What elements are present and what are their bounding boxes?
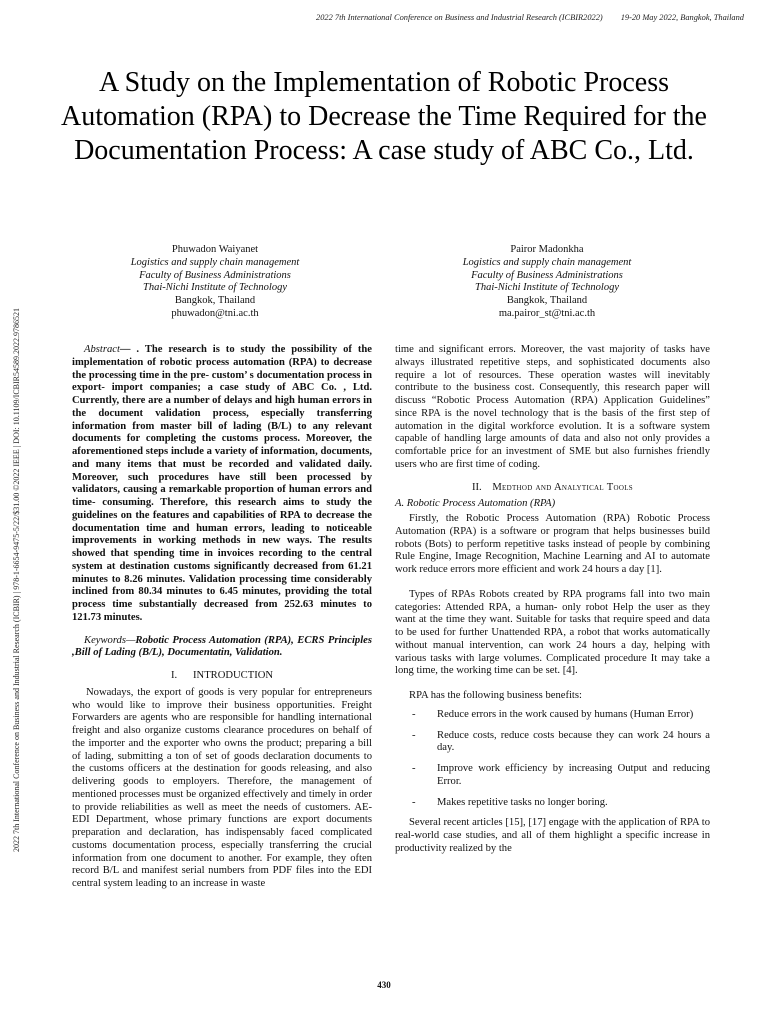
abstract-label: Abstract (84, 344, 120, 355)
right-column (395, 344, 710, 856)
abstract-dash: — . (119, 344, 140, 355)
paper-title: A Study on the Implementation of Robotic Process Automation (RPA) to Decrease the Time Required for the Documentation Process: A case study of ABC Co., Ltd. (61, 67, 707, 166)
left-column (72, 344, 372, 891)
list-item-text: Makes repetitive tasks no longer boring. (437, 796, 608, 808)
author-dept: Logistics and supply chain management (130, 256, 300, 268)
list-item (395, 730, 710, 756)
author-email: ma.pairor_st@tni.ac.th (498, 307, 596, 319)
section-heading (72, 670, 372, 683)
doi-side-text: 2022 7th International Conference on Business and Industrial Research (ICBIR) | 978-1-6654-9475-5/22/$31.00 ©2022 IEEE | DOI: 10.1109/ICBIR54589.2022.9786521 (12, 307, 21, 852)
subsection-heading: A. Robotic Process Automation (RPA) (395, 498, 556, 510)
author-dept: Logistics and supply chain management (462, 256, 632, 268)
conference-name: 2022 7th International Conference on Business and Industrial Research (ICBIR2022) (316, 13, 603, 22)
conference-dates: 19-20 May 2022, Bangkok, Thailand (620, 13, 744, 22)
bullet-marker: - (412, 729, 416, 741)
section-heading (395, 482, 710, 495)
author-city: Bangkok, Thailand (506, 295, 588, 307)
author-city: Bangkok, Thailand (174, 295, 256, 307)
author-faculty: Faculty of Business Administrations (139, 269, 291, 281)
author-name: Pairor Madonkha (510, 244, 584, 255)
author-institute: Thai-Nichi Institute of Technology (475, 282, 619, 294)
keywords-label: Keywords— (84, 634, 136, 646)
abstract-text: The research is to study the possibility of the implementation of robotic process automation (RPA) to decrease the processing time in the pre- custom’ s documentation process in export- import companies; a case study of ABC Co. , Ltd. Currently, there are a number of delays and high human errors in the document validation process, especially transferring information from master bill of lading (B/L) to any relevant documents for completing the customs process. Moreover, the aforementioned steps include a variety of information, documents, and many items that must be recorded and validated daily. Moreover, such procedures have still been processed by validators, causing a remarkable proportion of human errors and time- consuming. Therefore, this research aims to study the guidelines on the features and capabilities of RPA to decrease the documentation time and human errors, leading to noticeable improvements in working methods in new ways. The results showed that spending time in invoices recording to the central system at destination customs significantly decreased from 61.21 minutes to 8.26 minutes. Validation processing time considerably inclined from 80.34 minutes to 6.45 minutes, providing the total process time substantially decreased from 252.63 minutes to 121.73 minutes. (72, 344, 373, 623)
author-block (422, 244, 672, 321)
bullet-marker: - (412, 796, 416, 808)
benefits-list (395, 709, 710, 810)
author-institute: Thai-Nichi Institute of Technology (143, 282, 287, 294)
paragraph: Types of RPAs Robots created by RPA programs fall into two main categories: Attended RPA, a human- only robot Help the user as they want at the time they want. Suitable for tasks that require speed and data to be used for further Unattended RPA, a robot that works automatically without manual intervention, can work 24 hours a day, helping with various tasks with large volumes. Complicated procedure It may take a long time, the working time can be set. [4]. (395, 588, 710, 677)
abstract (72, 344, 372, 625)
section-title: INTRODUCTION (193, 670, 274, 681)
paragraph: Firstly, the Robotic Process Automation (RPA) Robotic Process Automation (RPA) is a software or program that helps businesses build robots (Bots) to perform repetitive tasks instead of people by combining Rule Engine, Image Recognition, Machine Learning and AI to automate work reduce errors more efficient and work 24 hours a day [1]. (395, 513, 710, 575)
keywords-text: Robotic Process Automation (RPA), ECRS Principles ,Bill of Lading (B/L), Documentatin, Validation. (72, 634, 372, 659)
list-item-text: Improve work efficiency by increasing Output and reducing Error. (437, 763, 710, 787)
author-faculty: Faculty of Business Administrations (471, 269, 623, 281)
author-block (90, 244, 340, 321)
intro-continuation: time and significant errors. Moreover, the vast majority of tasks have always illustrated repetitive steps, and sophisticated documents also require a lot of resources. These operation wastes will inevitably contribute to the business cost. Consequently, this research paper will discuss “Robotic Process Automation (RPA) Application Guidelines” since RPA is the novel technology that is the basis of the first step of automation in the digital workforce evolution. It is a software system capable of handling large amounts of data and also not only provides a comfortable price for an investment of SME but also furnishes friendly users who are first time of coding. (395, 344, 710, 470)
paragraph: Several recent articles [15], [17] engage with the application of RPA to real-world case studies, and all of them highlight a specific increase in productivity realized by the (395, 817, 710, 854)
bullet-marker: - (412, 763, 416, 774)
list-item-text: Reduce costs, reduce costs because they can work 24 hours a day. (437, 729, 710, 754)
author-email: phuwadon@tni.ac.th (171, 307, 259, 319)
list-item (395, 709, 710, 722)
keywords (72, 635, 372, 661)
page-number: 430 (377, 980, 391, 990)
intro-paragraph: Nowadays, the export of goods is very popular for entrepreneurs who would like to improve their business opportunities. Freight Forwarders are agents who are responsible for handling international freight and also organize customs clearance procedures on behalf of the importer and the exporter who owns the product; preparing a bill of lading, submitting a ton of set of goods declaration documents to the customs officers at the destination for goods releasing, and also delivering goods to employers. Therefore, the management of mentioned processes must be organized effectively and timely in order to provide reliabilities as well as meet the needs of customers. AE-EDI Department, whose primary functions are export documents preparation and declaration, has indispensably faced complicated customs documentation process, especially transferring the crucial information from one document to another. For example, they often record B/L and manifest serial numbers from PDF files into the EDI central system leading to an increase in waste (72, 686, 372, 889)
list-item (395, 797, 710, 810)
list-item-text: Reduce errors in the work caused by humans (Human Error) (437, 708, 694, 720)
author-name: Phuwadon Waiyanet (171, 244, 259, 255)
bullet-marker: - (412, 708, 416, 720)
section-number: II. (472, 481, 482, 493)
section-title: Medthod and Analytical Tools (492, 481, 633, 493)
list-item (395, 763, 710, 789)
running-header (0, 13, 768, 22)
section-number: I. (170, 670, 178, 681)
paragraph: RPA has the following business benefits: (409, 690, 582, 701)
